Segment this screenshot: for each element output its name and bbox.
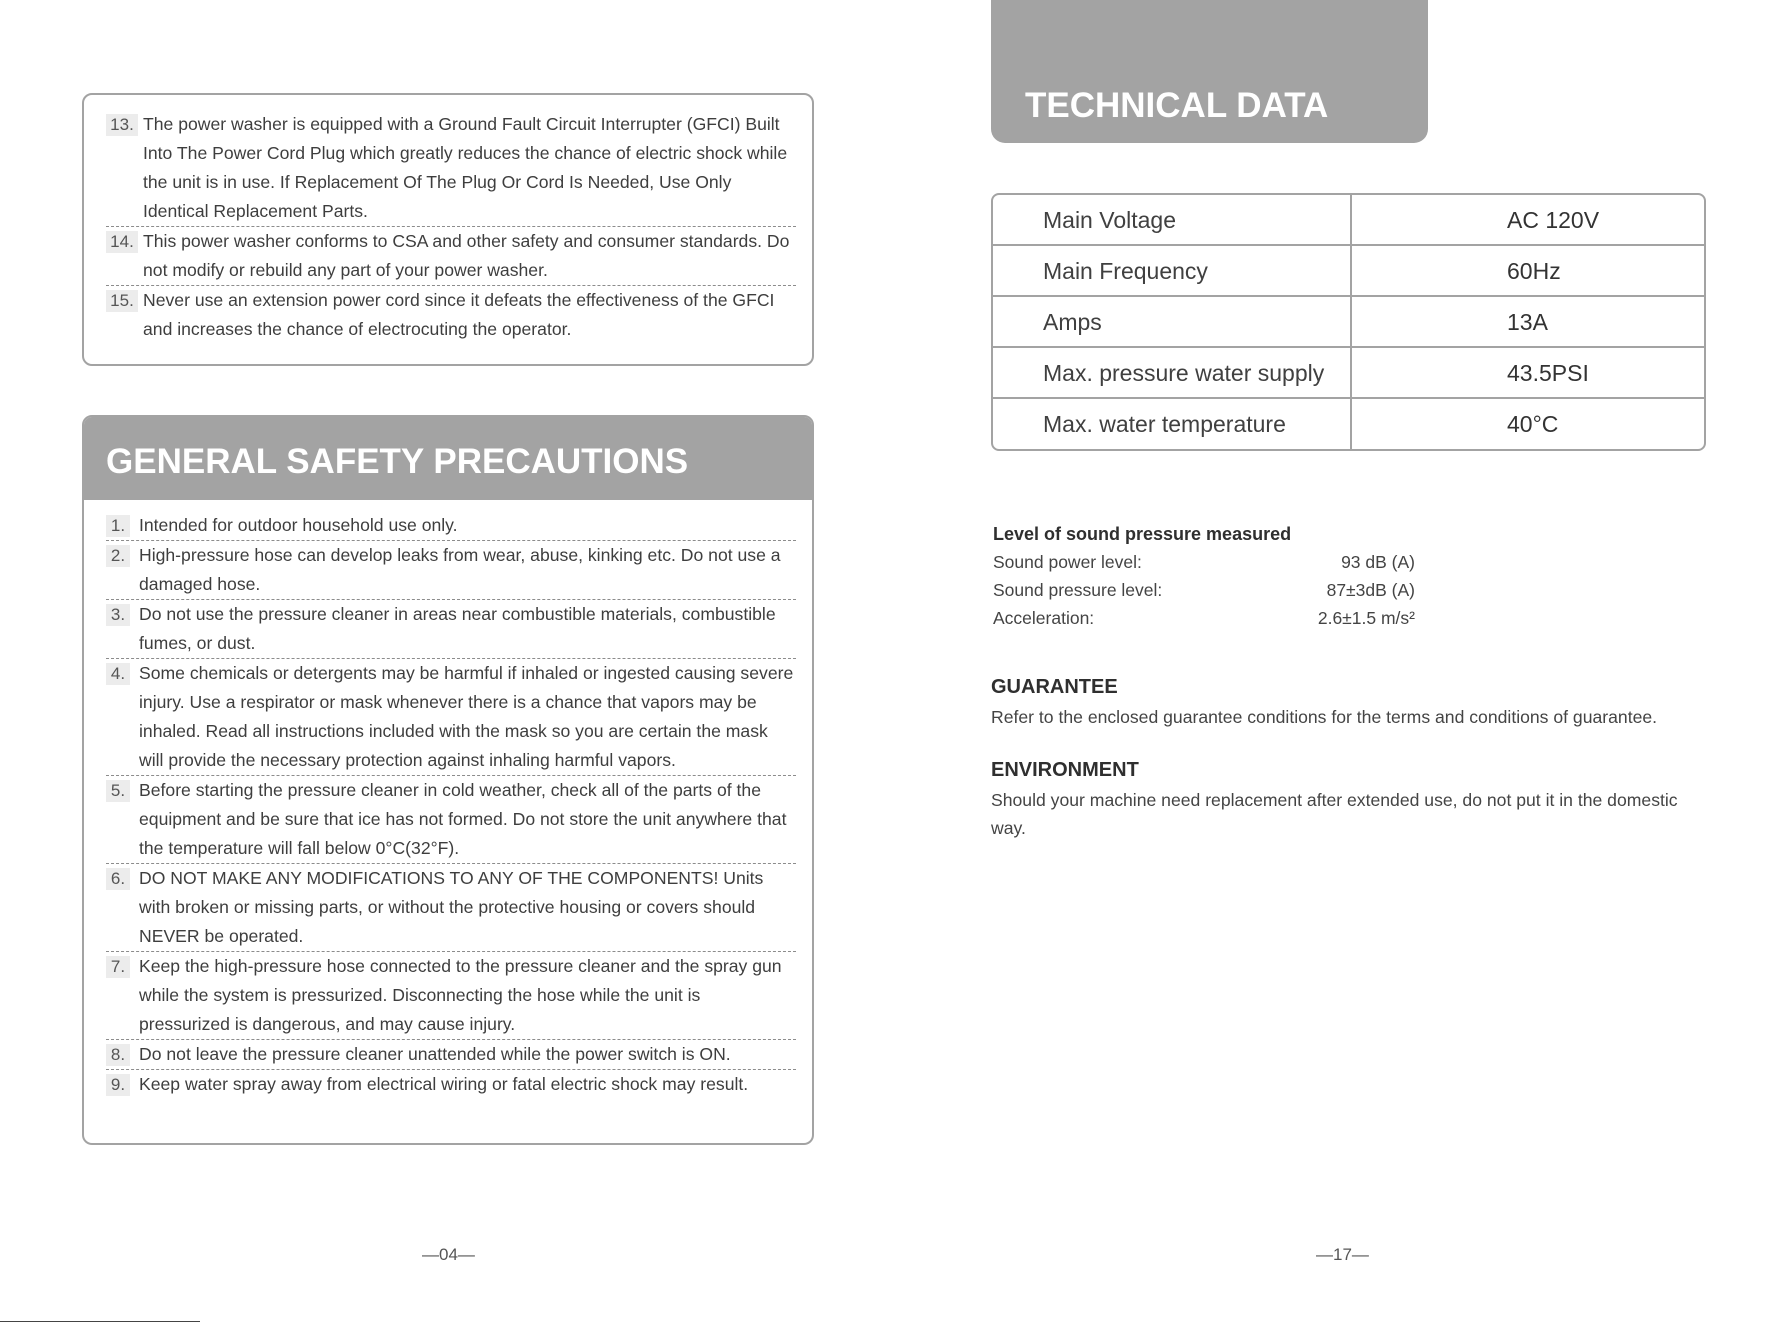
sound-label: Sound power level: (993, 552, 1142, 572)
list-item (106, 286, 796, 344)
item-number: 14. (106, 231, 138, 253)
item-number: 9. (106, 1074, 130, 1096)
list-item (106, 1040, 796, 1070)
table-row (993, 348, 1704, 399)
item-number: 4. (106, 663, 130, 685)
item-text: The power washer is equipped with a Ground Fault Circuit Interrupter (GFCI) Built Into The Power Cord Plug which greatly reduces the chance of electric shock while the unit is in use. If Replacement Of The Plug Or Cord Is Needed, Use Only Identical Replacement Parts. (143, 114, 788, 221)
sound-label: Acceleration: (993, 608, 1095, 628)
item-number: 3. (106, 604, 130, 626)
item-text: DO NOT MAKE ANY MODIFICATIONS TO ANY OF THE COMPONENTS! Units with broken or missing parts, or without the protective housing or covers should NEVER be operated. (139, 868, 764, 946)
sound-row (993, 604, 1423, 632)
spec-value: AC 120V (1507, 207, 1600, 233)
continued-warnings-list (106, 110, 796, 344)
item-text: High-pressure hose can develop leaks from wear, abuse, kinking etc. Do not use a damaged hose. (139, 545, 781, 594)
item-number: 1. (106, 515, 130, 537)
item-text: Keep water spray away from electrical wiring or fatal electric shock may result. (139, 1074, 749, 1094)
spec-label: Max. water temperature (993, 399, 1352, 449)
item-number: 5. (106, 780, 130, 802)
sound-value: 93 dB (A) (1341, 552, 1415, 572)
table-row (993, 399, 1704, 449)
item-text: This power washer conforms to CSA and other safety and consumer standards. Do not modify or rebuild any part of your power washer. (143, 231, 790, 280)
guarantee-text: Refer to the enclosed guarantee conditions for the terms and conditions of guarantee. (991, 707, 1658, 727)
item-number: 8. (106, 1044, 130, 1066)
item-text: Do not leave the pressure cleaner unattended while the power switch is ON. (139, 1044, 731, 1064)
spec-value: 13A (1507, 309, 1548, 335)
list-item (106, 1070, 796, 1099)
table-row (993, 297, 1704, 348)
list-item (106, 511, 796, 541)
sound-value: 2.6±1.5 m/s² (1317, 608, 1415, 628)
spec-value: 40°C (1507, 411, 1559, 437)
list-item (106, 600, 796, 659)
table-row (993, 246, 1704, 297)
item-number: 13. (106, 114, 138, 136)
list-item (106, 227, 796, 286)
list-item (106, 541, 796, 600)
technical-data-title: TECHNICAL DATA (991, 0, 1428, 143)
safety-precautions-list (106, 511, 796, 1099)
list-item (106, 952, 796, 1040)
sound-title: Level of sound pressure measured (993, 524, 1292, 544)
spec-label: Main Voltage (993, 195, 1352, 244)
item-number: 7. (106, 956, 130, 978)
technical-data-table (991, 193, 1706, 451)
item-text: Keep the high-pressure hose connected to the pressure cleaner and the spray gun while the system is pressurized. Disconnecting the hose while the unit is pressurized is dangerous, and may cause injury. (139, 956, 782, 1034)
footer-rule (0, 1321, 200, 1322)
list-item (106, 110, 796, 227)
section-title: GENERAL SAFETY PRECAUTIONS (84, 417, 812, 500)
item-number: 6. (106, 868, 130, 890)
environment-title: ENVIRONMENT (991, 759, 1139, 781)
environment-text: Should your machine need replacement after extended use, do not put it in the domestic way. (991, 790, 1678, 838)
spec-value: 60Hz (1507, 258, 1561, 284)
sound-row (993, 548, 1423, 576)
item-text: Do not use the pressure cleaner in areas near combustible materials, combustible fumes, or dust. (139, 604, 776, 653)
item-number: 2. (106, 545, 130, 567)
item-text: Before starting the pressure cleaner in cold weather, check all of the parts of the equipment and be sure that ice has not formed. Do not store the unit anywhere that the temperature will fall below 0°C(32°F). (139, 780, 787, 858)
sound-label: Sound pressure level: (993, 580, 1163, 600)
item-text: Never use an extension power cord since it defeats the effectiveness of the GFCI and increases the chance of electrocuting the operator. (143, 290, 775, 339)
list-item (106, 659, 796, 776)
list-item (106, 864, 796, 952)
list-item (106, 776, 796, 864)
guarantee-title: GUARANTEE (991, 676, 1118, 698)
sound-row (993, 576, 1423, 604)
spec-label: Main Frequency (993, 246, 1352, 295)
spec-label: Max. pressure water supply (993, 348, 1352, 397)
page-number-left: —04— (422, 1245, 475, 1264)
sound-pressure-section (993, 520, 1423, 632)
sound-value: 87±3dB (A) (1326, 580, 1415, 600)
item-number: 15. (106, 290, 138, 312)
item-text: Intended for outdoor household use only. (139, 515, 458, 535)
table-row (993, 195, 1704, 246)
general-safety-box (82, 415, 814, 1145)
spec-value: 43.5PSI (1507, 360, 1589, 386)
continued-warnings-box (82, 93, 814, 366)
page-number-right: —17— (1316, 1245, 1369, 1264)
spec-label: Amps (993, 297, 1352, 346)
item-text: Some chemicals or detergents may be harmful if inhaled or ingested causing severe injury. Use a respirator or mask whenever there is a chance that vapors may be inhaled. Read all instructions included with the mask so you are certain the mask will provide the necessary protection against inhaling harmful vapors. (139, 663, 794, 770)
